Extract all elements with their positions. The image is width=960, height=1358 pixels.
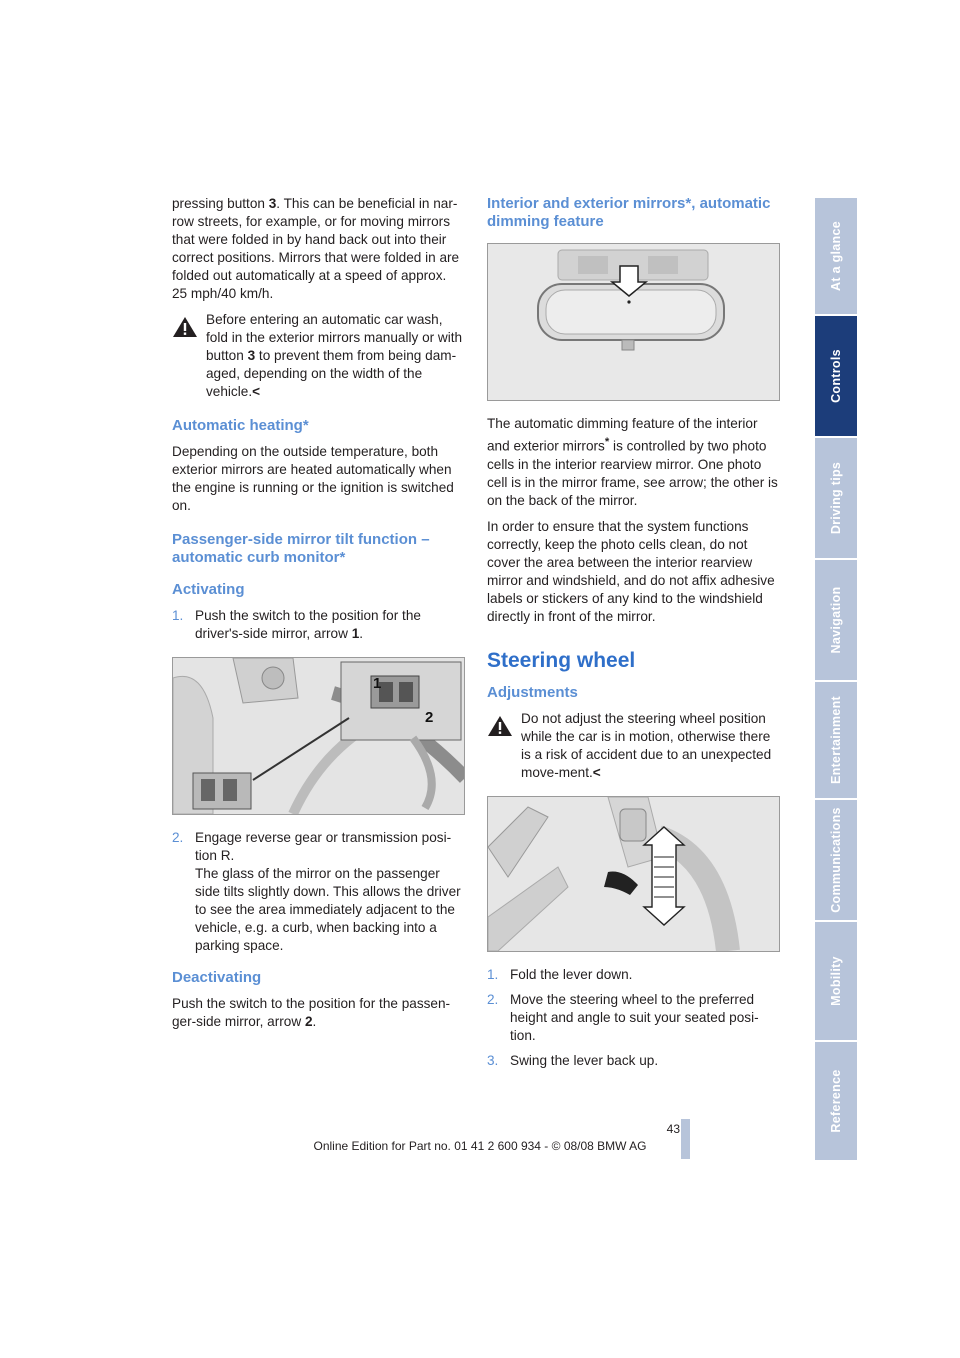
page-number: 43	[666, 1122, 680, 1136]
left-column	[172, 195, 465, 1039]
heading-tilt-function: Passenger-side mirror tilt function – automatic curb monitor*	[172, 531, 430, 566]
tab-navigation[interactable]: Navigation	[815, 560, 857, 682]
heading-automatic-heating: Automatic heating*	[172, 417, 309, 434]
arrow-2-label: 2	[425, 709, 434, 726]
footer: Online Edition for Part no. 01 41 2 600 934 - © 08/08 BMW AG	[313, 1139, 647, 1153]
heading-adjustments: Adjustments	[487, 683, 578, 701]
chapter-sidebar	[815, 198, 857, 1160]
tab-controls[interactable]: Controls	[815, 316, 857, 438]
rearview-mirror-figure	[487, 243, 780, 401]
arrow-1-label: 1	[373, 675, 382, 692]
steering-warning: Do not adjust the steering wheel position while the car is in motion, otherwise there is a risk of accident due to an unexpected move-ment.<	[487, 710, 780, 782]
dimming-paragraph-1: The automatic dimming feature of the interior and exterior mirrors* is controlled by two photo cells in the interior rearview mirror. One photo cell is in the mirror frame, see arrow; the other is on the back of the mirror.	[487, 416, 778, 508]
tab-communications[interactable]: Communications	[815, 800, 857, 922]
heading-activating: Activating	[172, 581, 245, 598]
heading-steering-wheel: Steering wheel	[487, 648, 636, 672]
intro-paragraph: pressing button 3. This can be beneficial in nar-row streets, for example, or for moving mirrors that were folded in by hand back out into their correct positions. Mirrors that were folded in are folded out automatically at a speed of approx. 25 mph/40 km/h.	[172, 196, 460, 301]
deactivating-paragraph: Push the switch to the position for the passen-ger-side mirror, arrow 2.	[172, 996, 451, 1029]
list-item: 2. Move the steering wheel to the preferred height and angle to suit your seated posi-tion.	[487, 991, 759, 1043]
mirror-switch-figure	[172, 657, 465, 815]
tab-mobility[interactable]: Mobility	[815, 922, 857, 1042]
steering-lever-illustration	[488, 797, 780, 951]
list-item: 1. Push the switch to the position for the driver's-side mirror, arrow 1.	[172, 608, 421, 641]
warning-icon	[487, 715, 513, 737]
activating-steps-continued	[172, 829, 465, 955]
tab-driving-tips[interactable]: Driving tips	[815, 438, 857, 560]
tab-reference[interactable]: Reference	[815, 1042, 857, 1162]
heading-automatic-dimming: Interior and exterior mirrors*, automatic dimming feature	[487, 195, 771, 230]
dimming-paragraph-2: In order to ensure that the system functions correctly, keep the photo cells clean, do not cover the area between the interior rearview mirror and windshield, and do not affix adhesive labels or stickers of any kind to the windshield directly in front of the mirror.	[487, 518, 775, 624]
steering-lever-figure	[487, 796, 780, 952]
mirror-switch-illustration	[173, 658, 465, 814]
warning-icon	[172, 316, 198, 338]
list-item: 3. Swing the lever back up.	[487, 1052, 659, 1068]
activating-steps	[172, 607, 465, 643]
steering-steps	[487, 966, 780, 1070]
tab-entertainment[interactable]: Entertainment	[815, 682, 857, 800]
list-item: 1. Fold the lever down.	[487, 966, 633, 982]
car-wash-warning: Before entering an automatic car wash, fold in the exterior mirrors manually or with button 3 to prevent them from being dam-aged, depending on the width of the vehicle.<	[172, 311, 465, 401]
rearview-mirror-illustration	[488, 244, 780, 400]
list-item: 2. Engage reverse gear or transmission posi-tion R. The glass of the mirror on the passenger side tilts slightly down. This allows the driver to see the area immediately adjacent to the vehicle, e.g. a curb, when backing into a parking space.	[172, 830, 461, 953]
tab-at-a-glance[interactable]: At a glance	[815, 198, 857, 316]
heading-deactivating: Deactivating	[172, 969, 262, 986]
right-column	[487, 195, 780, 1078]
heating-paragraph: Depending on the outside temperature, both exterior mirrors are heated automatically when the engine is running or the ignition is switched on.	[172, 444, 454, 513]
